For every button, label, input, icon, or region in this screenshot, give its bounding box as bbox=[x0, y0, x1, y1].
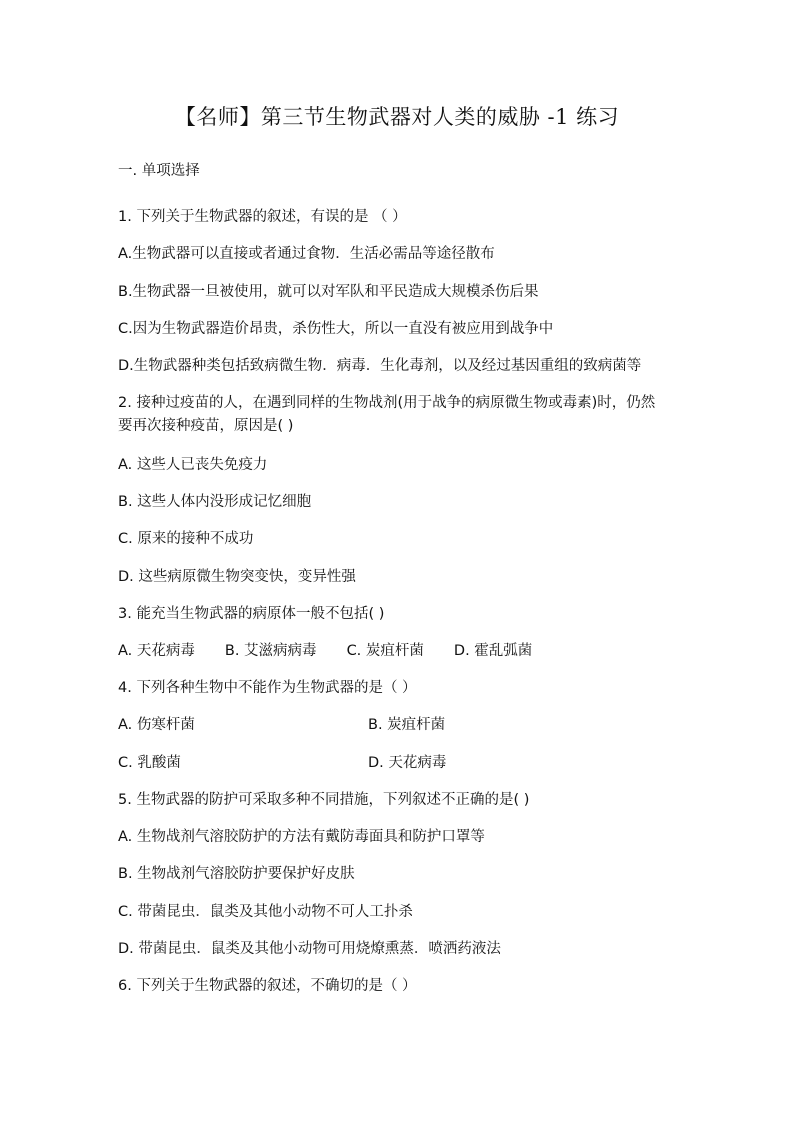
question-3-stem: 3. 能充当生物武器的病原体一般不包括( ) bbox=[118, 606, 385, 622]
question-2-option-a: A. 这些人已丧失免疫力 bbox=[118, 457, 268, 473]
question-1-option-b: B.生物武器一旦被使用，就可以对军队和平民造成大规模杀伤后果 bbox=[118, 284, 539, 300]
question-2-option-b: B. 这些人体内没形成记忆细胞 bbox=[118, 494, 312, 510]
question-5-option-a: A. 生物战剂气溶胶防护的方法有戴防毒面具和防护口罩等 bbox=[118, 829, 485, 845]
question-3-option-d: D. 霍乱弧菌 bbox=[453, 643, 533, 659]
question-2-stem-line-2: 要再次接种疫苗，原因是( ) bbox=[118, 418, 294, 434]
question-2-option-c: C. 原来的接种不成功 bbox=[118, 531, 254, 547]
question-3-option-a: A. 天花病毒 bbox=[118, 643, 195, 659]
question-4-option-a: A. 伤寒杆菌 bbox=[118, 717, 195, 733]
question-5-option-c: C. 带菌昆虫．鼠类及其他小动物不可人工扑杀 bbox=[118, 904, 413, 920]
page-title: 【名师】第三节生物武器对人类的威胁 -1 练习 bbox=[174, 105, 620, 129]
question-4-option-b: B. 炭疽杆菌 bbox=[368, 717, 446, 733]
question-3-options bbox=[118, 640, 562, 663]
section-heading: 一. 单项选择 bbox=[118, 163, 200, 179]
question-3-option-b: B. 艾滋病病毒 bbox=[224, 643, 317, 659]
question-1-option-a: A.生物武器可以直接或者通过食物．生活必需品等途径散布 bbox=[118, 246, 495, 262]
question-1-option-d: D.生物武器种类包括致病微生物．病毒．生化毒剂，以及经过基因重组的致病菌等 bbox=[118, 358, 642, 374]
question-4-stem: 4. 下列各种生物中不能作为生物武器的是（ ） bbox=[118, 680, 417, 696]
question-3-option-c: C. 炭疽杆菌 bbox=[346, 643, 424, 659]
question-1-option-c: C.因为生物武器造价昂贵，杀伤性大，所以一直没有被应用到战争中 bbox=[118, 321, 554, 337]
question-4-option-c: C. 乳酸菌 bbox=[118, 755, 181, 771]
question-5-option-b: B. 生物战剂气溶胶防护要保护好皮肤 bbox=[118, 866, 355, 882]
question-2-option-d: D. 这些病原微生物突变快，变异性强 bbox=[118, 569, 356, 585]
question-5-stem: 5. 生物武器的防护可采取多种不同措施，下列叙述不正确的是( ) bbox=[118, 792, 530, 808]
question-2-stem-line-1: 2. 接种过疫苗的人，在遇到同样的生物战剂(用于战争的病原微生物或毒素)时，仍然 bbox=[118, 395, 656, 411]
question-1-stem: 1. 下列关于生物武器的叙述，有误的是 （ ） bbox=[118, 209, 407, 225]
question-6-stem: 6. 下列关于生物武器的叙述，不确切的是（ ） bbox=[118, 978, 417, 994]
question-4-option-d: D. 天花病毒 bbox=[368, 755, 447, 771]
question-5-option-d: D. 带菌昆虫．鼠类及其他小动物可用烧燎熏蒸．喷洒药液法 bbox=[118, 941, 501, 957]
